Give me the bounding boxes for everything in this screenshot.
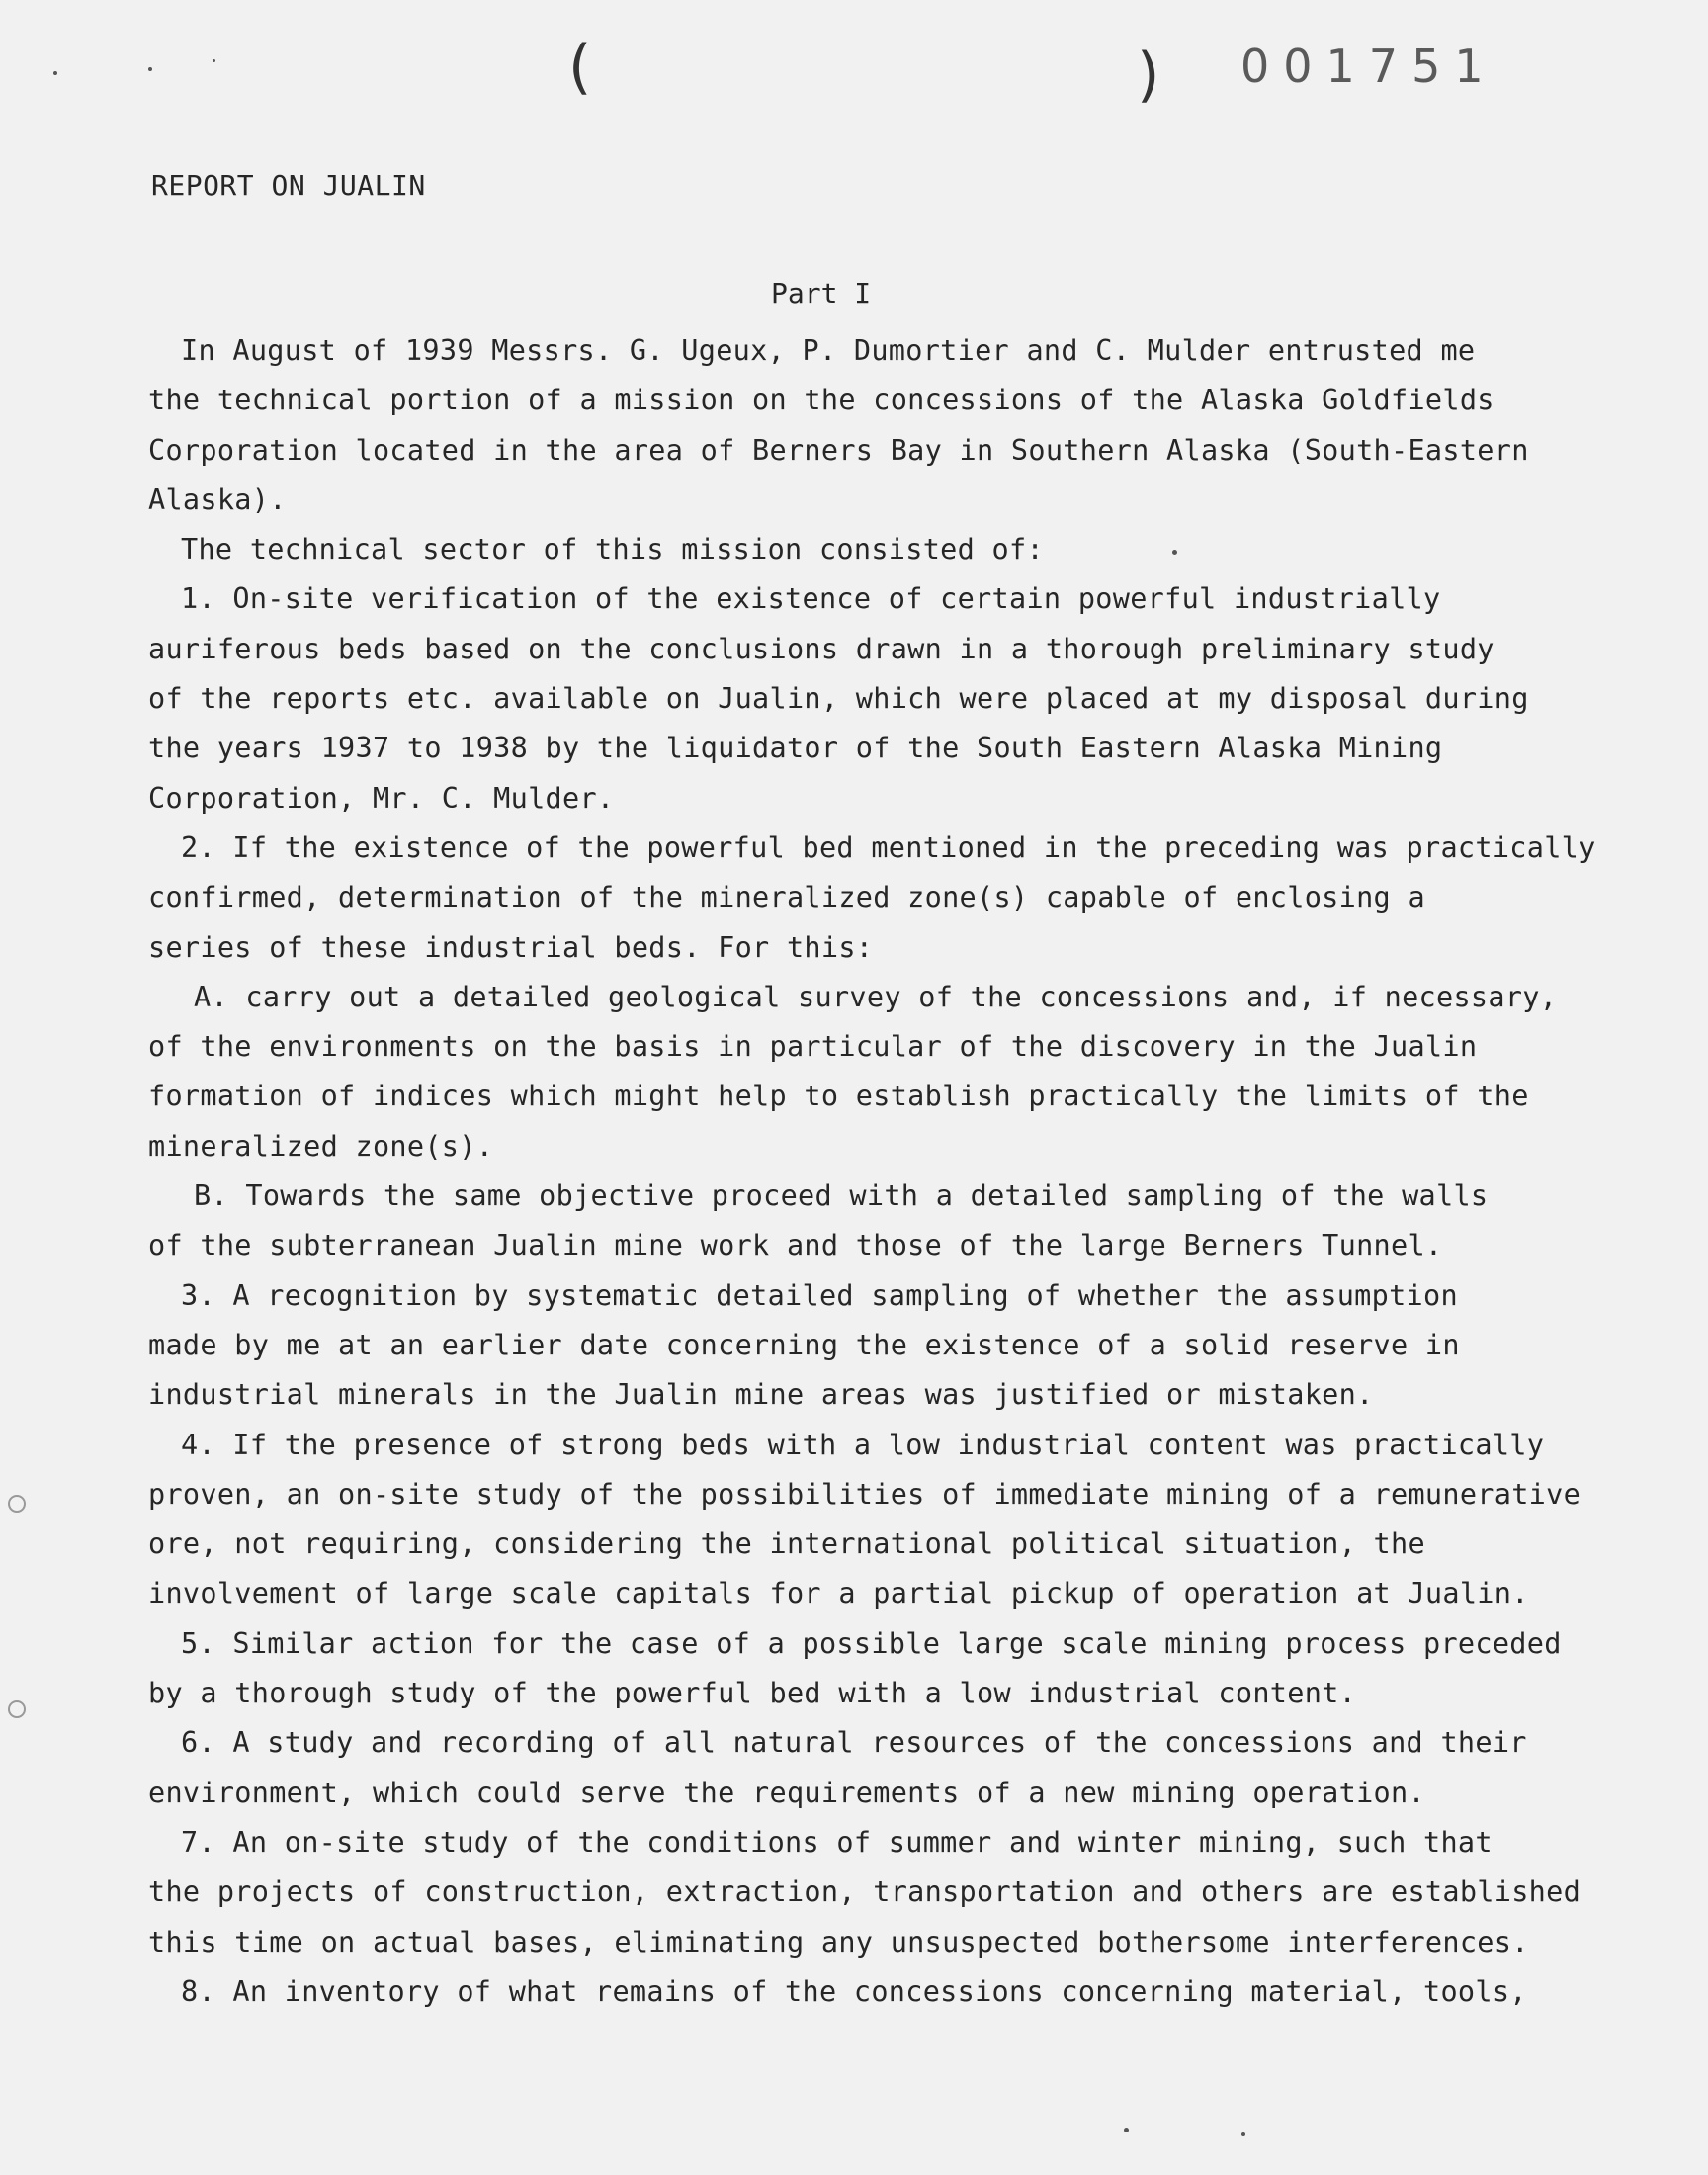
text-line: formation of indices which might help to establish practically the limits of the	[148, 1080, 1529, 1113]
text-line: B. Towards the same objective proceed with a detailed sampling of the walls	[194, 1179, 1489, 1213]
ink-speck	[148, 67, 152, 71]
text-line: industrial minerals in the Jualin mine areas was justified or mistaken.	[148, 1378, 1374, 1412]
text-line: the technical portion of a mission on the concessions of the Alaska Goldfields	[148, 384, 1494, 417]
report-heading: REPORT ON JUALIN	[151, 169, 426, 202]
text-line: auriferous beds based on the conclusions drawn in a thorough preliminary study	[148, 632, 1494, 665]
text-line: 7. An on-site study of the conditions of summer and winter mining, such that	[181, 1825, 1493, 1859]
punch-hole-mark-right: )	[1137, 41, 1160, 110]
ink-speck	[1241, 2132, 1245, 2136]
text-line: of the subterranean Jualin mine work and those of the large Berners Tunnel.	[148, 1229, 1443, 1262]
text-line: the years 1937 to 1938 by the liquidator of the South Eastern Alaska Mining	[148, 732, 1443, 765]
text-line: 5. Similar action for the case of a possible large scale mining process preceded	[181, 1626, 1562, 1660]
text-line: ore, not requiring, considering the international political situation, the	[148, 1527, 1425, 1561]
part-title: Part I	[771, 277, 872, 309]
text-line: involvement of large scale capitals for a partial pickup of operation at Jualin.	[148, 1577, 1529, 1610]
text-line: this time on actual bases, eliminating any unsuspected bothersome interferences.	[148, 1925, 1529, 1958]
text-line: by a thorough study of the powerful bed with a low industrial content.	[148, 1677, 1357, 1710]
binding-hole-mark	[8, 1495, 26, 1513]
text-line: series of these industrial beds. For this:	[148, 930, 874, 964]
text-line: environment, which could serve the requirements of a new mining operation.	[148, 1776, 1425, 1809]
text-line: 8. An inventory of what remains of the concessions concerning material, tools,	[181, 1974, 1527, 2008]
text-line: 6. A study and recording of all natural resources of the concessions and their	[181, 1726, 1527, 1760]
text-line: Corporation located in the area of Berners Bay in Southern Alaska (South-Eastern	[148, 433, 1529, 467]
text-line: proven, an on-site study of the possibilities of immediate mining of a remunerative	[148, 1477, 1581, 1511]
text-line: 2. If the existence of the powerful bed mentioned in the preceding was practically	[181, 830, 1596, 864]
text-line: Corporation, Mr. C. Mulder.	[148, 781, 615, 815]
report-body	[148, 326, 1611, 2017]
document-control-number: 001751	[1240, 40, 1497, 93]
text-line: 4. If the presence of strong beds with a low industrial content was practically	[181, 1428, 1545, 1461]
text-line: made by me at an earlier date concerning the existence of a solid reserve in	[148, 1328, 1460, 1361]
ink-speck	[53, 71, 57, 75]
punch-hole-mark-left: (	[568, 33, 592, 102]
text-line: mineralized zone(s).	[148, 1129, 494, 1163]
ink-speck	[1172, 550, 1177, 555]
text-line: A. carry out a detailed geological survey of the concessions and, if necessary,	[194, 980, 1558, 1013]
ink-speck	[1124, 2128, 1129, 2132]
text-line: Alaska).	[148, 482, 287, 516]
ink-speck	[213, 59, 215, 62]
text-line: In August of 1939 Messrs. G. Ugeux, P. Dumortier and C. Mulder entrusted me	[181, 334, 1476, 367]
text-line: of the reports etc. available on Jualin, which were placed at my disposal during	[148, 682, 1529, 716]
text-line: of the environments on the basis in particular of the discovery in the Jualin	[148, 1030, 1478, 1064]
text-line: the projects of construction, extraction, transportation and others are established	[148, 1875, 1581, 1909]
text-line: 1. On-site verification of the existence of certain powerful industrially	[181, 582, 1441, 616]
text-line: confirmed, determination of the mineralized zone(s) capable of enclosing a	[148, 881, 1425, 914]
binding-hole-mark	[8, 1700, 26, 1718]
text-line: 3. A recognition by systematic detailed sampling of whether the assumption	[181, 1278, 1458, 1312]
text-line: The technical sector of this mission consisted of:	[181, 533, 1044, 566]
